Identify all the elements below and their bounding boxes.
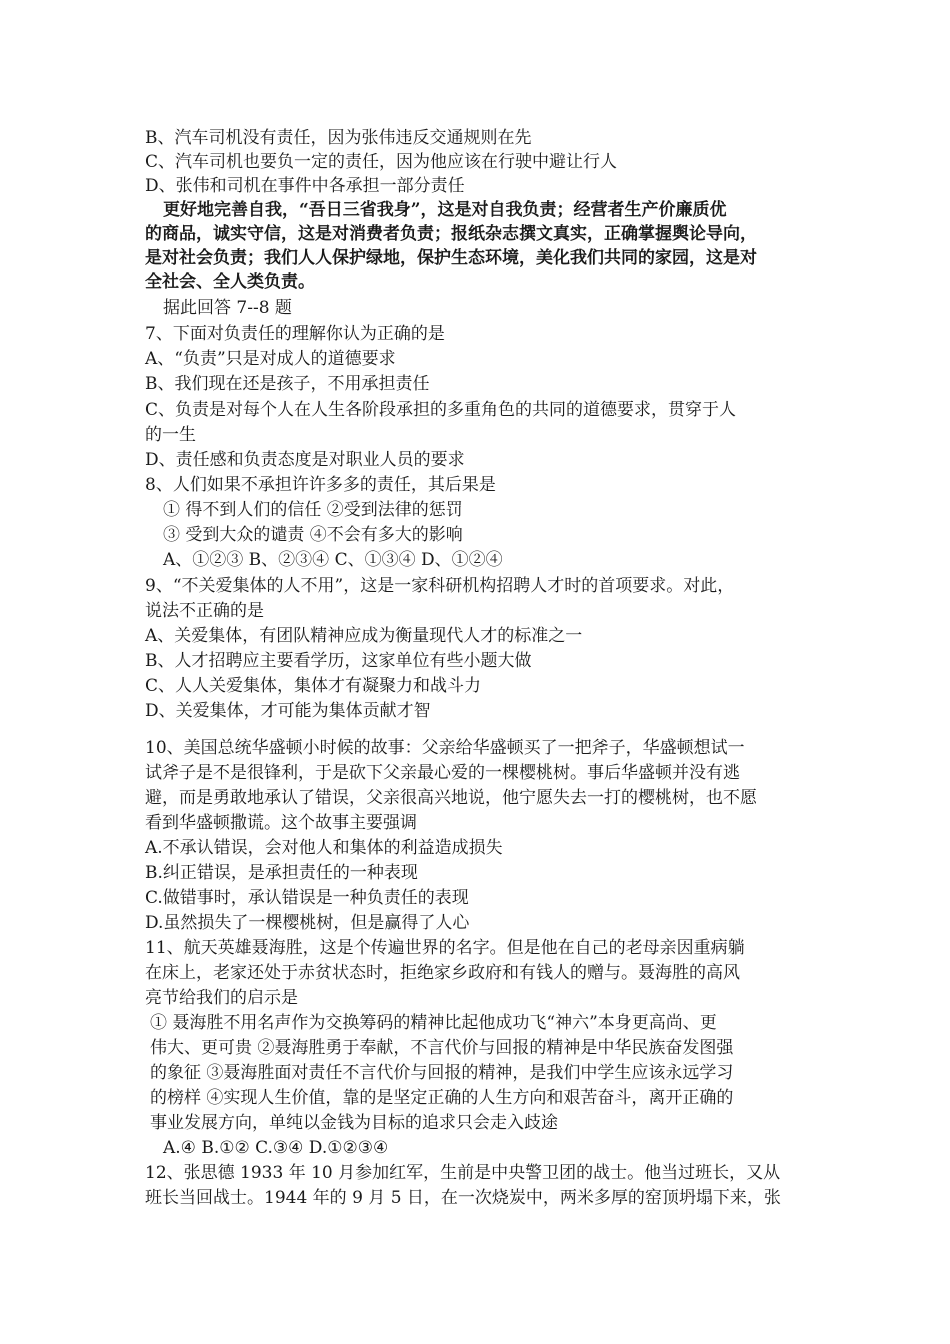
question-9-option-d: D、关爱集体，才可能为集体贡献才智: [145, 701, 431, 721]
option-b-line: B、汽车司机没有责任，因为张伟违反交通规则在先: [145, 128, 532, 148]
question-7-option-c-cont: 的一生: [145, 425, 196, 445]
question-12-cont: 班长当回战士。1944 年的 9 月 5 日，在一次烧炭中，两米多厚的窑顶坍塌下来，张: [145, 1188, 781, 1208]
passage-line: 是对社会负责；我们人人保护绿地，保护生态环境，美化我们共同的家园，这是对: [145, 248, 757, 268]
question-11-cont: 在床上，老家还处于赤贫状态时，拒绝家乡政府和有钱人的赠与。聂海胜的高风: [145, 963, 740, 983]
question-10-cont: 试斧子是不是很锋利，于是砍下父亲最心爱的一棵樱桃树。事后华盛顿并没有逃: [145, 763, 740, 783]
passage-line: 更好地完善自我，“吾日三省我身”，这是对自我负责；经营者生产价廉质优: [163, 200, 727, 220]
question-9-option-a: A、关爱集体，有团队精神应成为衡量现代人才的标准之一: [145, 626, 583, 646]
question-9-cont: 说法不正确的是: [145, 601, 264, 621]
question-11-cont: 亮节给我们的启示是: [145, 988, 298, 1008]
question-10-option-b: B.纠正错误，是承担责任的一种表现: [145, 863, 418, 883]
question-10-option-c: C.做错事时，承认错误是一种负责任的表现: [145, 888, 469, 908]
question-8-items: ③ 受到大众的谴责 ④不会有多大的影响: [163, 525, 463, 545]
question-10-option-a: A.不承认错误，会对他人和集体的利益造成损失: [145, 838, 503, 858]
option-d-line: D、张伟和司机在事件中各承担一部分责任: [145, 176, 465, 196]
question-8-items: ① 得不到人们的信任 ②受到法律的惩罚: [163, 500, 463, 520]
question-11-choices: A.④ B.①② C.③④ D.①②③④: [163, 1138, 389, 1158]
question-7-option-c: C、负责是对每个人在人生各阶段承担的多重角色的共同的道德要求，贯穿于人: [145, 400, 737, 420]
question-9-option-c: C、人人关爱集体，集体才有凝聚力和战斗力: [145, 676, 482, 696]
question-8: 8、人们如果不承担许许多多的责任，其后果是: [145, 475, 496, 495]
passage-line: 的商品，诚实守信，这是对消费者负责；报纸杂志撰文真实，正确掌握舆论导向，: [145, 224, 757, 244]
question-7-option-a: A、“负责”只是对成人的道德要求: [145, 349, 396, 369]
question-11-items: 伟大、更可贵 ②聂海胜勇于奉献，不言代价与回报的精神是中华民族奋发图强: [150, 1038, 734, 1058]
question-9-option-b: B、人才招聘应主要看学历，这家单位有些小题大做: [145, 651, 532, 671]
question-10: 10、美国总统华盛顿小时候的故事：父亲给华盛顿买了一把斧子，华盛顿想试一: [145, 738, 745, 758]
question-7-option-b: B、我们现在还是孩子，不用承担责任: [145, 374, 430, 394]
question-10-cont: 避，而是勇敢地承认了错误，父亲很高兴地说，他宁愿失去一打的樱桃树，也不愿: [145, 788, 757, 808]
question-11: 11、航天英雄聂海胜，这是个传遍世界的名字。但是他在自己的老母亲因重病躺: [145, 938, 745, 958]
question-10-cont: 看到华盛顿撒谎。这个故事主要强调: [145, 813, 417, 833]
question-11-items: ① 聂海胜不用名声作为交换筹码的精神比起他成功飞“神六”本身更高尚、更: [150, 1013, 717, 1033]
question-7-option-d: D、责任感和负责态度是对职业人员的要求: [145, 450, 465, 470]
question-7: 7、下面对负责任的理解你认为正确的是: [145, 324, 445, 344]
question-11-items: 的象征 ③聂海胜面对责任不言代价与回报的精神，是我们中学生应该永远学习: [150, 1063, 734, 1083]
question-12: 12、张思德 1933 年 10 月参加红军，生前是中央警卫团的战士。他当过班长，又从: [145, 1163, 781, 1183]
question-9: 9、“不关爱集体的人不用”，这是一家科研机构招聘人才时的首项要求。对此，: [145, 576, 735, 596]
question-8-choices: A、①②③ B、②③④ C、①③④ D、①②④: [163, 550, 503, 570]
question-11-items: 事业发展方向，单纯以金钱为目标的追求只会走入歧途: [150, 1113, 558, 1133]
option-c-line: C、汽车司机也要负一定的责任，因为他应该在行驶中避让行人: [145, 152, 618, 172]
question-10-option-d: D.虽然损失了一棵樱桃树，但是赢得了人心: [145, 913, 470, 933]
instruction-line: 据此回答 7--8 题: [163, 298, 292, 318]
question-11-items: 的榜样 ④实现人生价值，靠的是坚定正确的人生方向和艰苦奋斗，离开正确的: [150, 1088, 734, 1108]
passage-line: 全社会、全人类负责。: [145, 272, 315, 292]
